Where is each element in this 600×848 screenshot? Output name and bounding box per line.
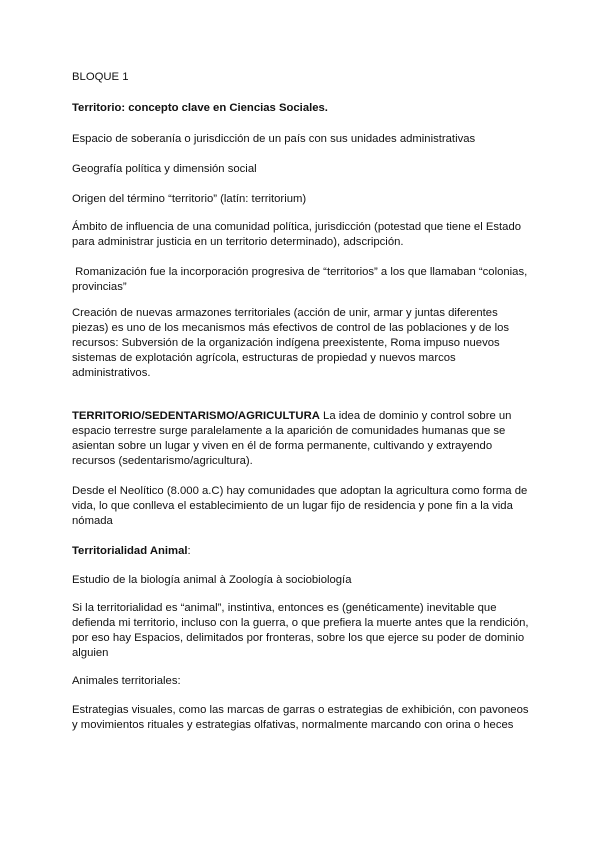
paragraph-soberania: Espacio de soberanía o jurisdicción de un país con sus unidades administrativas bbox=[72, 133, 476, 145]
paragraph-ambito: Ámbito de influencia de una comunidad política, jurisdicción (potestad que tiene el Estado para administrar justicia en un territorio determinado), adscripción. bbox=[72, 221, 522, 248]
section-colon: : bbox=[187, 545, 191, 557]
section-heading-territorialidad bbox=[72, 544, 532, 559]
document-title: Territorio: concepto clave en Ciencias Sociales. bbox=[72, 102, 328, 114]
paragraph-armazones: Creación de nuevas armazones territoriales (acción de unir, armar y juntas diferentes piezas) es uno de los mecanismos más efectivos de control de las poblaciones y de los recursos: Subversión de la organización indígena preexistente, Roma impuso nuevos sistemas de explotación agrícola, estructuras de propiedad y nuevos marcos administrativos. bbox=[72, 307, 510, 379]
block-heading: BLOQUE 1 bbox=[72, 71, 129, 83]
section-text-sedentarismo: La idea de dominio y control sobre un espacio terrestre surge paralelamente a la aparición de comunidades humanas que se asientan sobre un lugar y viven en él de forma permanente, cultivando y extrayendo recursos (sedentarismo/agricultura). bbox=[72, 410, 512, 467]
paragraph-estrategias: Estrategias visuales, como las marcas de garras o estrategias de exhibición, con pavoneos y movimientos rituales y estrategias olfativas, normalmente marcando con orina o heces bbox=[72, 704, 529, 731]
paragraph-biologia: Estudio de la biología animal à Zoología à sociobiología bbox=[72, 574, 352, 586]
paragraph-romanizacion: Romanización fue la incorporación progresiva de “territorios” a los que llamaban “colonias, provincias” bbox=[72, 266, 531, 293]
section-label-territorialidad: Territorialidad Animal bbox=[72, 545, 188, 557]
paragraph-territorialidad: Si la territorialidad es “animal”, instintiva, entonces es (genéticamente) inevitable que defienda mi territorio, incluso con la guerra, o que prefiera la muerte antes que la rendición, por eso hay Espacios, delimitados por fronteras, sobre los que ejerce su poder de dominio alguien bbox=[72, 602, 529, 659]
paragraph-neolitico: Desde el Neolítico (8.000 a.C) hay comunidades que adoptan la agricultura como forma de vida, lo que conlleva el establecimiento de un lugar fijo de residencia y pone fin a la vida nómada bbox=[72, 485, 528, 527]
section-label-sedentarismo: TERRITORIO/SEDENTARISMO/AGRICULTURA bbox=[72, 410, 320, 422]
paragraph-animales-title: Animales territoriales: bbox=[72, 675, 181, 687]
paragraph-geografia: Geografía política y dimensión social bbox=[72, 163, 257, 175]
paragraph-sedentarismo bbox=[72, 409, 532, 469]
paragraph-origen: Origen del término “territorio” (latín: territorium) bbox=[72, 193, 307, 205]
